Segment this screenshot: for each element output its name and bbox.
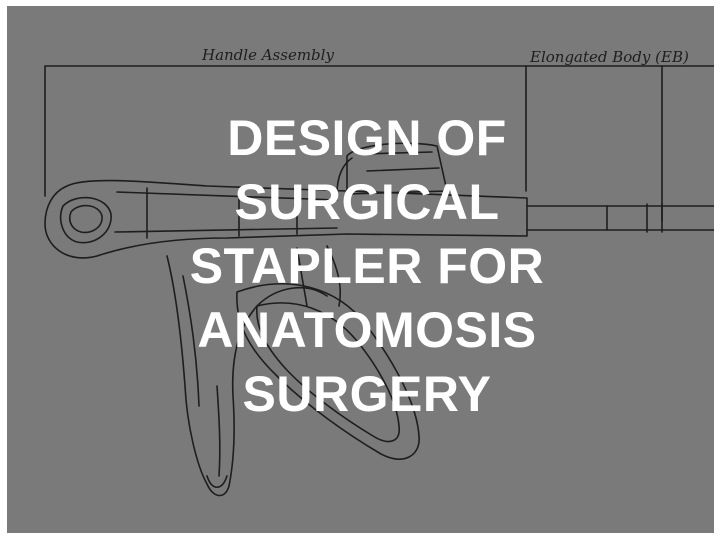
background-panel	[7, 6, 714, 533]
title-line-5: SURGERY	[242, 366, 492, 422]
title-line-2: SURGICAL	[234, 174, 500, 230]
slide-title	[107, 106, 627, 426]
elongated-body-label: Elongated Body (EB)	[530, 48, 689, 66]
handle-assembly-label: Handle Assembly	[202, 46, 334, 64]
title-line-4: ANATOMOSIS	[197, 302, 537, 358]
title-line-3: STAPLER FOR	[189, 238, 545, 294]
title-line-1: DESIGN OF	[227, 110, 507, 166]
